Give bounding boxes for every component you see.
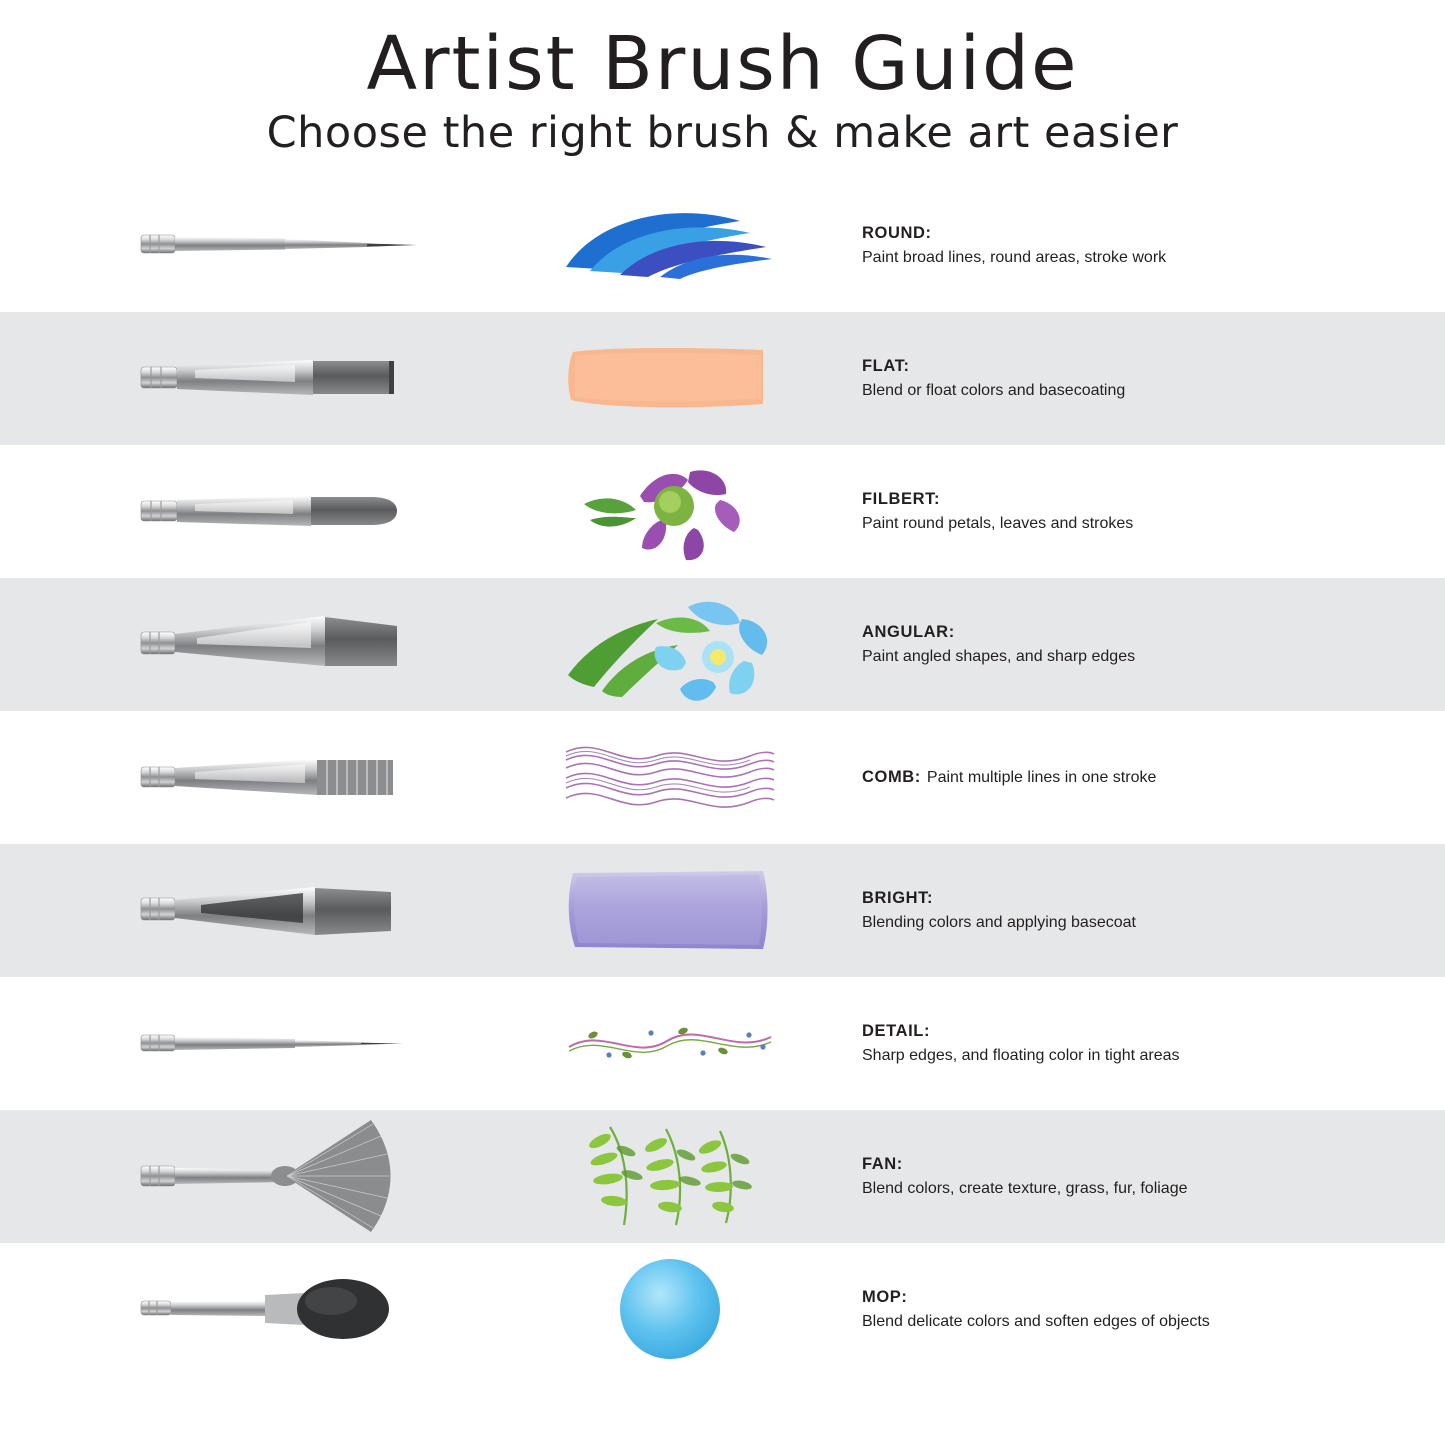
brush-description: Paint round petals, leaves and strokes [862,515,1134,533]
brush-row-mop [0,1243,1445,1376]
brush-image-cell [0,844,530,977]
brush-label: FLAT: [862,357,910,376]
brush-text-cell [810,1153,1445,1200]
brush-image-cell [0,578,530,711]
brush-image-cell [0,445,530,578]
brush-text-cell [810,1286,1445,1333]
peach-block-stroke [565,338,775,418]
brush-list [0,179,1445,1376]
brush-label: FILBERT: [862,490,941,509]
brush-row-round [0,179,1445,312]
brush-row-comb [0,711,1445,844]
blue-flower-with-leaves [560,587,780,702]
brush-image-cell [0,1110,530,1243]
brush-description: Blending colors and applying basecoat [862,914,1136,932]
fan-brush-icon [135,1116,435,1236]
brush-description: Paint broad lines, round areas, stroke work [862,249,1167,267]
brush-text-cell [810,488,1445,535]
brush-label: ROUND: [862,224,932,243]
brush-text-cell [810,222,1445,269]
brush-row-angular [0,578,1445,711]
brush-stroke-cell [530,179,810,312]
brush-stroke-cell [530,445,810,578]
angular-brush-icon [135,604,435,684]
brush-image-cell [0,977,530,1110]
blue-circle-wash [605,1249,735,1369]
brush-text-cell [810,621,1445,668]
brush-label: FAN: [862,1155,903,1174]
mop-brush-icon [135,1269,435,1349]
brush-row-flat [0,312,1445,445]
brush-stroke-cell [530,844,810,977]
brush-stroke-cell [530,1110,810,1243]
brush-description: Blend delicate colors and soften edges of objects [862,1313,1210,1331]
brush-label: BRIGHT: [862,889,934,908]
purple-wavy-lines [560,732,780,822]
brush-row-filbert [0,445,1445,578]
thin-vine-line [563,1013,778,1073]
page-subtitle: Choose the right brush & make art easier [266,107,1179,158]
page-header [0,0,1445,157]
brush-image-cell [0,312,530,445]
green-foliage [570,1119,770,1234]
brush-stroke-cell [530,312,810,445]
page-title: Artist Brush Guide [366,21,1079,107]
brush-stroke-cell [530,977,810,1110]
brush-text-cell [810,766,1445,789]
brush-description: Sharp edges, and floating color in tight areas [862,1047,1180,1065]
brush-text-cell [810,887,1445,934]
brush-stroke-cell [530,578,810,711]
brush-row-fan [0,1110,1445,1243]
brush-label: DETAIL: [862,1022,931,1041]
filbert-brush-icon [135,481,435,541]
bright-brush-icon [135,873,435,948]
comb-brush-icon [135,747,435,807]
blue-swoosh-stroke [560,205,780,285]
detail-brush-icon [135,1018,435,1068]
brush-description: Paint angled shapes, and sharp edges [862,648,1136,666]
brush-image-cell [0,1243,530,1376]
brush-description: Blend colors, create texture, grass, fur, foliage [862,1180,1188,1198]
brush-label: ANGULAR: [862,623,955,642]
brush-stroke-cell [530,1243,810,1376]
brush-label: MOP: [862,1288,908,1307]
violet-block-stroke [563,863,778,958]
purple-flower [570,456,770,566]
brush-row-bright [0,844,1445,977]
brush-row-detail [0,977,1445,1110]
brush-image-cell [0,179,530,312]
round-brush-icon [135,215,435,275]
brush-text-cell [810,1020,1445,1067]
brush-image-cell [0,711,530,844]
brush-text-cell [810,355,1445,402]
brush-description: Paint multiple lines in one stroke [926,769,1157,787]
flat-brush-icon [135,348,435,408]
brush-description: Blend or float colors and basecoating [862,382,1126,400]
brush-label: COMB: [862,768,921,787]
brush-stroke-cell [530,711,810,844]
